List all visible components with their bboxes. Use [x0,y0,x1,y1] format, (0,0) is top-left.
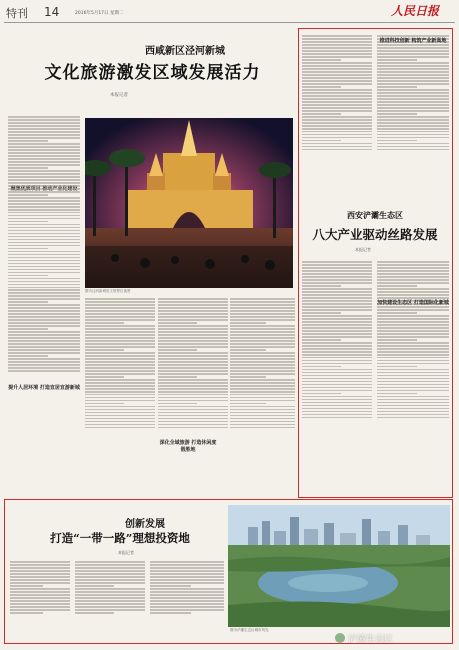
bottom-story-subtitle: 创新发展 [125,519,165,530]
section-tag: 特刊 [6,7,28,20]
bottom-body-col-3 [150,560,224,640]
main-body-col-1 [8,115,80,495]
watermark: 浐灞生态区 [348,635,394,645]
right-story-title: 八大产业驱动丝路发展 [312,227,438,242]
wechat-icon [335,633,345,643]
main-story-subtitle: 西咸新区泾河新城 [145,46,225,57]
night-castle-photo [85,118,293,288]
right-subhead-2: 加快建设生态区 打造国际化新城 [377,300,449,306]
masthead-logo: 人民日报 [390,4,439,18]
main-story-title: 文化旅游激发区域发展活力 [44,63,261,83]
page-header [0,0,459,22]
right-story-byline: 本报记者 [355,247,371,252]
bottom-story-title: 打造“一带一路”理想投资地 [50,531,190,545]
header-rule [4,22,455,23]
right-body-col-4 [377,260,449,495]
bottom-body-col-2 [75,560,145,640]
main-photo-caption: 图为泾河新城崇文塔景区夜景 [85,289,131,293]
right-body-col-2 [377,34,449,206]
main-body-col-4 [230,297,295,495]
right-subhead-1: 推进科技创新 构筑产业新高地 [379,38,447,44]
cityscape-photo [228,505,450,627]
bottom-story-byline: 本报记者 [118,550,134,555]
main-subhead-2: 提升人居环境 打造宜居宜游新城 [8,385,80,391]
right-body-col-3 [302,260,372,495]
bottom-photo-caption: 图为浐灞生态区城市风光 [230,628,269,632]
dateline: 2016年5月17日 星期二 [75,11,124,16]
main-body-col-3 [158,297,228,495]
main-subhead-3: 深化全域旅游 打造休闲度假胜地 [159,440,217,453]
bottom-body-col-1 [10,560,70,640]
page-number: 14 [44,5,60,19]
main-story-byline: 本报记者 [110,93,128,98]
right-body-col-1 [302,34,372,206]
right-story-subtitle: 西安浐灞生态区 [347,210,403,220]
main-body-col-2 [85,297,155,495]
